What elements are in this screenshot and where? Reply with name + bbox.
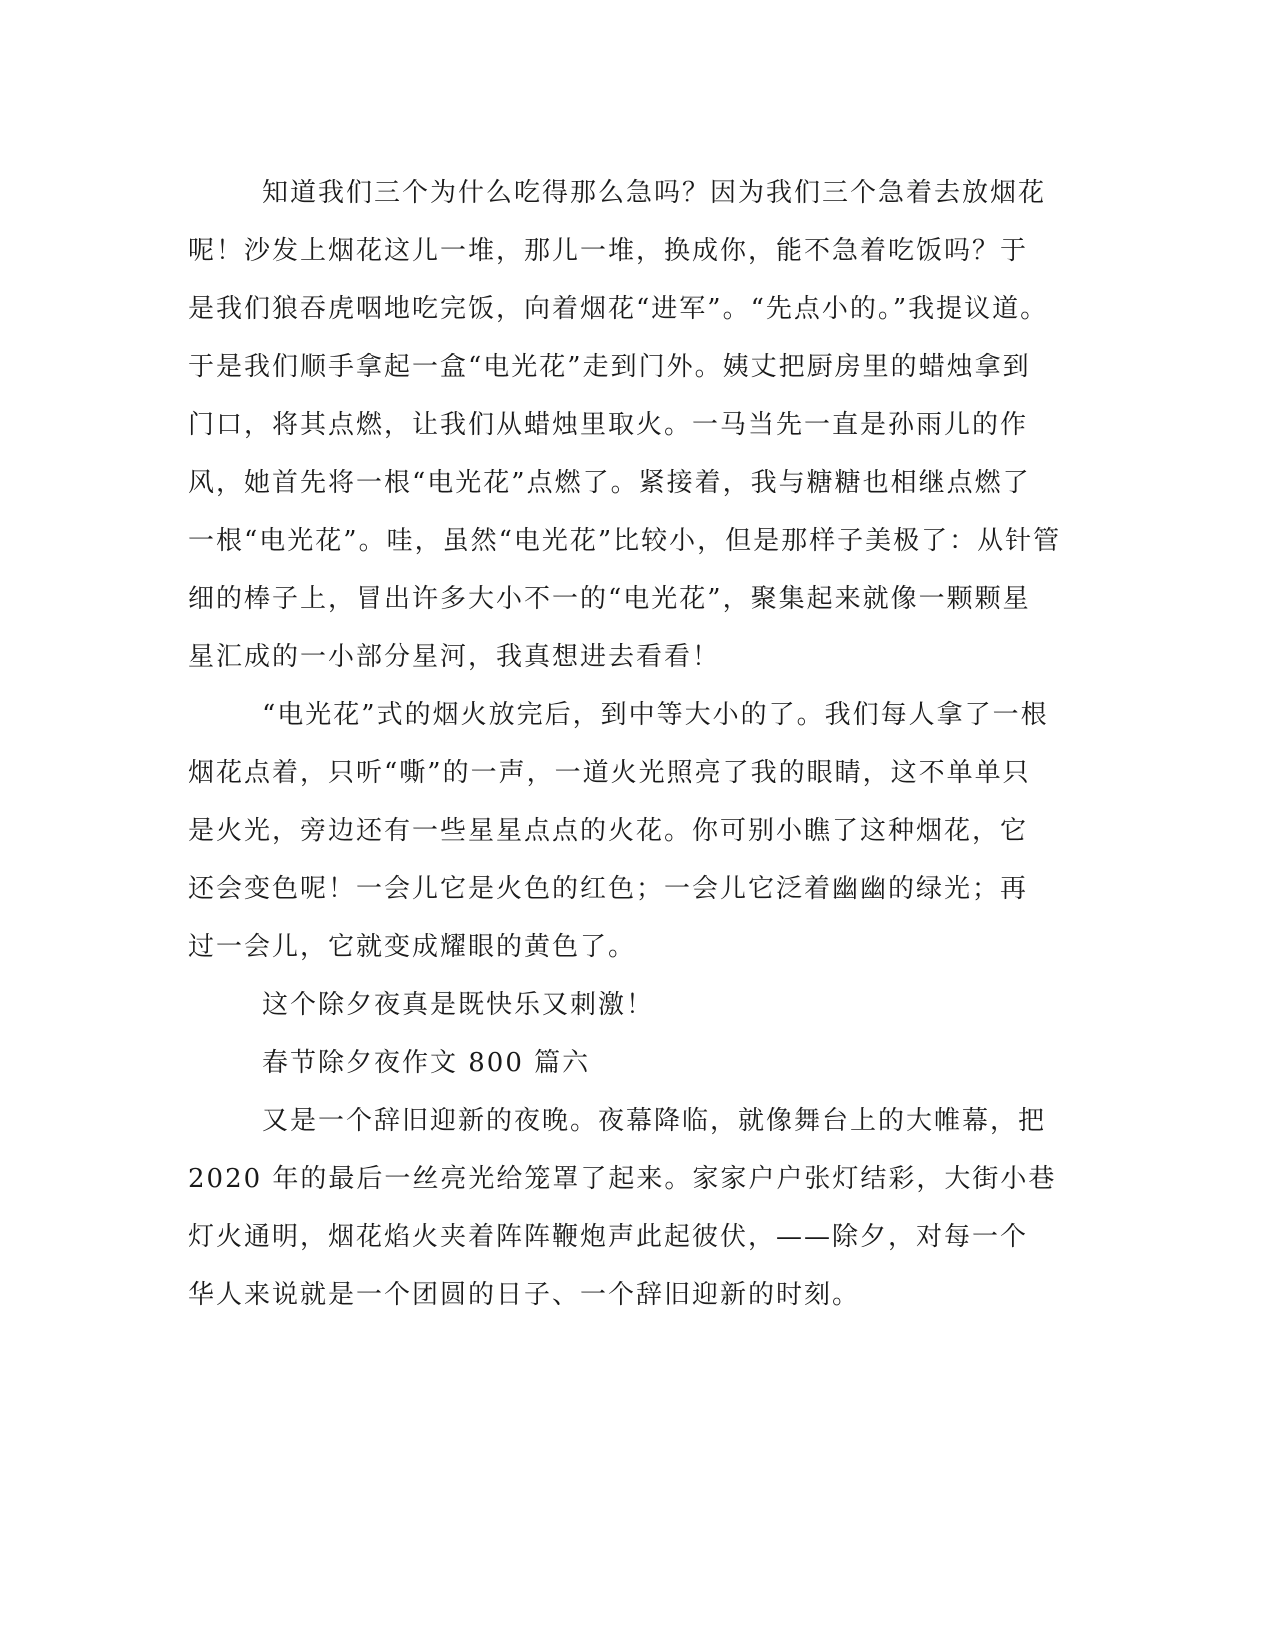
text-line: 还会变色呢！一会儿它是火色的红色；一会儿它泛着幽幽的绿光；再	[188, 874, 1029, 904]
text-line: 细的棒子上，冒出许多大小不一的“电光花”，聚集起来就像一颗颗星	[188, 584, 1031, 614]
text-line: 风，她首先将一根“电光花”点燃了。紧接着，我与糖糖也相继点燃了	[188, 468, 1031, 498]
paragraph-2	[188, 686, 1068, 976]
text-line: 过一会儿，它就变成耀眼的黄色了。	[188, 932, 637, 962]
section-heading	[188, 1034, 1068, 1092]
text-line: 是我们狼吞虎咽地吃完饭，向着烟花“进军”。“先点小的。”我提议道。	[188, 294, 1049, 324]
text-line: 灯火通明，烟花焰火夹着阵阵鞭炮声此起彼伏，——除夕，对每一个	[188, 1222, 1029, 1252]
text-line: 星汇成的一小部分星河，我真想进去看看！	[188, 642, 721, 672]
text-line: 华人来说就是一个团圆的日子、一个辞旧迎新的时刻。	[188, 1280, 861, 1310]
text-line: 于是我们顺手拿起一盒“电光花”走到门外。姨丈把厨房里的蜡烛拿到	[188, 352, 1031, 382]
paragraph-1	[188, 164, 1068, 686]
text-line: 又是一个辞旧迎新的夜晚。夜幕降临，就像舞台上的大帷幕，把	[262, 1106, 1047, 1136]
document-body	[188, 164, 1068, 1324]
text-line: 2020 年的最后一丝亮光给笼罩了起来。家家户户张灯结彩，大街小巷	[188, 1164, 1057, 1194]
paragraph-3	[188, 976, 1068, 1034]
text-line: 知道我们三个为什么吃得那么急吗？因为我们三个急着去放烟花	[262, 178, 1047, 208]
paragraph-4	[188, 1092, 1068, 1324]
text-line: 这个除夕夜真是既快乐又刺激！	[262, 990, 655, 1020]
text-line: 一根“电光花”。哇，虽然“电光花”比较小，但是那样子美极了：从针管	[188, 526, 1062, 556]
text-line: 门口，将其点燃，让我们从蜡烛里取火。一马当先一直是孙雨儿的作	[188, 410, 1029, 440]
text-line: 呢！沙发上烟花这儿一堆，那儿一堆，换成你，能不急着吃饭吗？于	[188, 236, 1029, 266]
section-title: 春节除夕夜作文 800 篇六	[262, 1048, 591, 1078]
text-line: “电光花”式的烟火放完后，到中等大小的了。我们每人拿了一根	[262, 700, 1049, 730]
text-line: 烟花点着，只听“嘶”的一声，一道火光照亮了我的眼睛，这不单单只	[188, 758, 1031, 788]
text-line: 是火光，旁边还有一些星星点点的火花。你可别小瞧了这种烟花，它	[188, 816, 1029, 846]
